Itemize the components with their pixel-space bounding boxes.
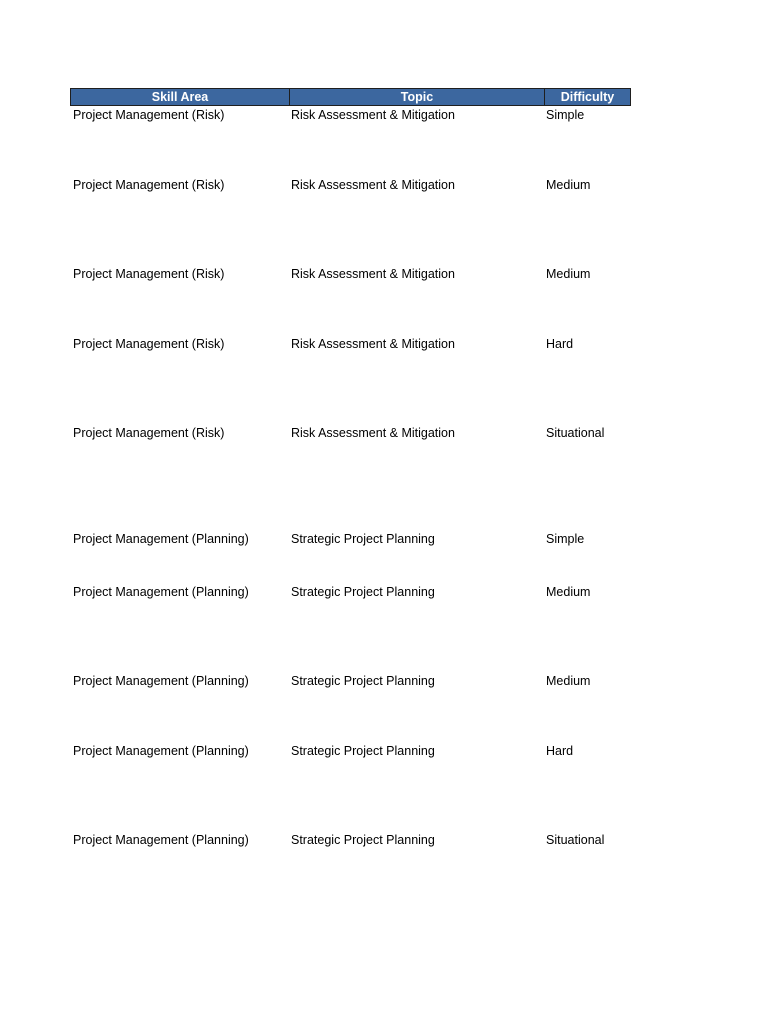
table-row bbox=[0, 177, 768, 195]
cell-skill-area[interactable]: Project Management (Risk) bbox=[73, 178, 225, 192]
cell-topic[interactable]: Risk Assessment & Mitigation bbox=[291, 108, 455, 122]
column-header-skill-area[interactable]: Skill Area bbox=[151, 90, 209, 104]
cell-topic[interactable]: Risk Assessment & Mitigation bbox=[291, 178, 455, 192]
cell-topic[interactable]: Risk Assessment & Mitigation bbox=[291, 337, 455, 351]
cell-skill-area[interactable]: Project Management (Planning) bbox=[73, 585, 249, 599]
cell-skill-area[interactable]: Project Management (Risk) bbox=[73, 426, 225, 440]
table-row bbox=[0, 425, 768, 443]
cell-difficulty[interactable]: Situational bbox=[546, 833, 605, 847]
table-row bbox=[0, 832, 768, 850]
cell-skill-area[interactable]: Project Management (Planning) bbox=[73, 744, 249, 758]
cell-difficulty[interactable]: Hard bbox=[546, 337, 574, 351]
cell-topic[interactable]: Risk Assessment & Mitigation bbox=[291, 426, 455, 440]
table-row bbox=[0, 743, 768, 761]
cell-difficulty[interactable]: Simple bbox=[546, 108, 585, 122]
table-row bbox=[0, 531, 768, 549]
cell-topic[interactable]: Strategic Project Planning bbox=[291, 833, 435, 847]
cell-difficulty[interactable]: Medium bbox=[546, 267, 591, 281]
cell-skill-area[interactable]: Project Management (Planning) bbox=[73, 532, 249, 546]
cell-topic[interactable]: Strategic Project Planning bbox=[291, 532, 435, 546]
cell-topic[interactable]: Strategic Project Planning bbox=[291, 674, 435, 688]
cell-topic[interactable]: Strategic Project Planning bbox=[291, 744, 435, 758]
cell-skill-area[interactable]: Project Management (Planning) bbox=[73, 674, 249, 688]
cell-skill-area[interactable]: Project Management (Planning) bbox=[73, 833, 249, 847]
cell-difficulty[interactable]: Situational bbox=[546, 426, 605, 440]
table-row bbox=[0, 107, 768, 125]
cell-skill-area[interactable]: Project Management (Risk) bbox=[73, 267, 225, 281]
column-header-topic[interactable]: Topic bbox=[289, 89, 544, 105]
cell-difficulty[interactable]: Medium bbox=[546, 674, 591, 688]
cell-difficulty[interactable]: Simple bbox=[546, 532, 585, 546]
cell-topic[interactable]: Risk Assessment & Mitigation bbox=[291, 267, 455, 281]
table-row bbox=[0, 673, 768, 691]
cell-difficulty[interactable]: Hard bbox=[546, 744, 574, 758]
table-header bbox=[70, 88, 631, 106]
column-header-difficulty[interactable]: Difficulty bbox=[544, 89, 630, 105]
table-row bbox=[0, 336, 768, 354]
cell-difficulty[interactable]: Medium bbox=[546, 585, 591, 599]
cell-topic[interactable]: Strategic Project Planning bbox=[291, 585, 435, 599]
cell-difficulty[interactable]: Medium bbox=[546, 178, 591, 192]
cell-skill-area[interactable]: Project Management (Risk) bbox=[73, 337, 225, 351]
table-row bbox=[0, 584, 768, 602]
table-row bbox=[0, 266, 768, 284]
cell-skill-area[interactable]: Project Management (Risk) bbox=[73, 108, 225, 122]
